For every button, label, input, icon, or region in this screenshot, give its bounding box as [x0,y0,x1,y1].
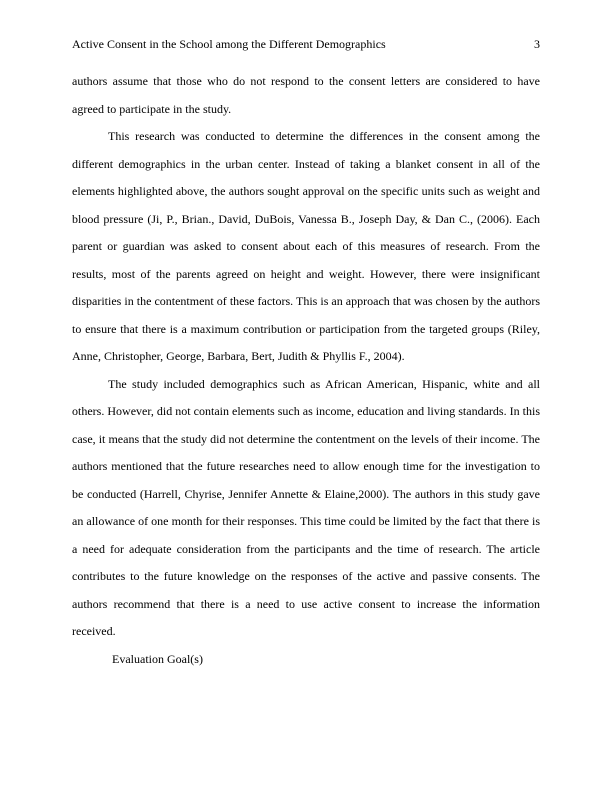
paragraph-continuation: authors assume that those who do not respond to the consent letters are considered to have agreed to participate in the study. [72,74,540,116]
body-text [72,68,540,673]
running-head-title: Active Consent in the School among the Different Demographics [72,37,386,51]
paragraph-consent-differences: This research was conducted to determine the differences in the consent among the different demographics in the urban center. Instead of taking a blanket consent in all of the elements highlighted above, the authors sought approval on the specific units such as weight and blood pressure (Ji, P., Brian., David, DuBois, Vanessa B., Joseph Day, & Dan C., (2006). Each parent or guardian was asked to consent about each of this measures of research. From the results, most of the parents agreed on height and weight. However, there were insignificant disparities in the contentment of these factors. This is an approach that was chosen by the authors to ensure that there is a maximum contribution or participation from the targeted groups (Riley, Anne, Christopher, George, Barbara, Bert, Judith & Phyllis F., 2004). [72,129,540,363]
paragraph-demographics: The study included demographics such as African American, Hispanic, white and all others. However, did not contain elements such as income, education and living standards. In this case, it means that the study did not determine the contentment on the levels of their income. The authors mentioned that the future researches need to allow enough time for the investigation to be conducted (Harrell, Chyrise, Jennifer Annette & Elaine,2000). The authors in this study gave an allowance of one month for their responses. This time could be limited by the fact that there is a need for adequate consideration from the participants and the time of research. The article contributes to the future knowledge on the responses of the active and passive consents. The authors recommend that there is a need to use active consent to increase the information received. [72,376,540,638]
page-number: 3 [534,37,540,51]
section-heading-evaluation-goals: Evaluation Goal(s) [112,651,203,666]
